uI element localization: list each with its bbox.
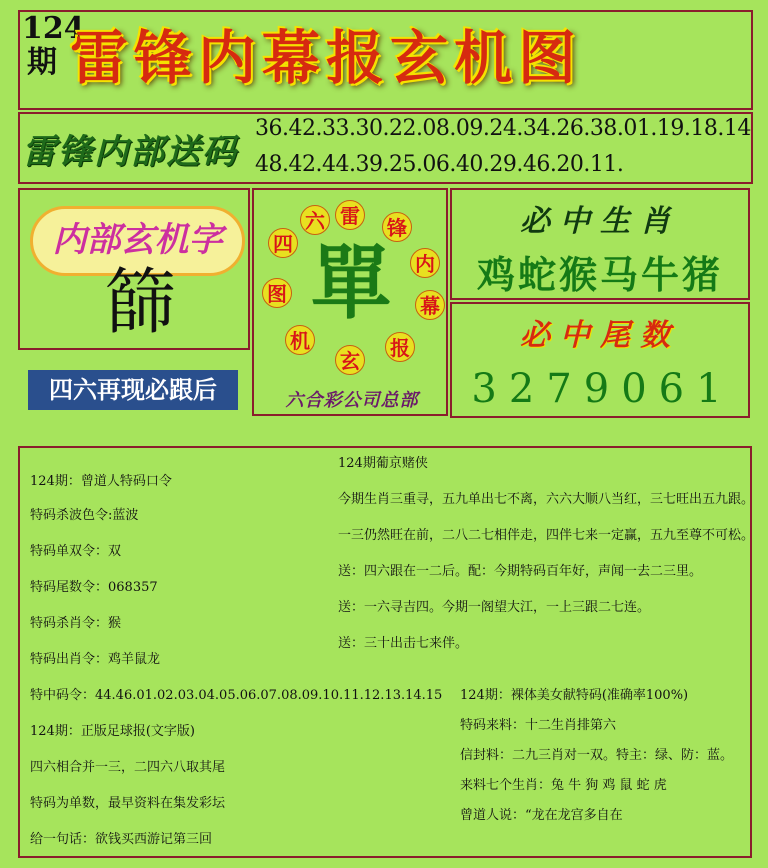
left-info-line: 特码尾数令：068357 — [30, 580, 158, 595]
page-title: 雷锋内幕报玄机图 — [70, 24, 583, 92]
bottom-right-line: 124期：裸体美女献特码(准确率100%) — [460, 688, 689, 703]
wheel-char-4: 报 — [385, 332, 415, 362]
bottom-right-line: 来料七个生肖：兔 牛 狗 鸡 鼠 蛇 虎 — [460, 778, 667, 793]
xuanji-label: 内部玄机字 — [30, 206, 245, 276]
wheel-char-8: 四 — [268, 228, 298, 258]
left-info-line: 特码为单数，最早资料在集发彩坛 — [30, 796, 226, 811]
inside-code-line-1: 36.42.33.30.22.08.09.24.34.26.38.01.19.18.14 — [255, 116, 751, 141]
right-info-line: 送：四六跟在一二后。配：今期特码百年好，声闻一去二三里。 — [338, 564, 703, 579]
wheel-char-9: 六 — [300, 205, 330, 235]
tail-title: 必中尾数 — [520, 318, 680, 353]
xuanji-char: 篩 — [103, 260, 176, 344]
left-info-line: 特中码令：44.46.01.02.03.04.05.06.07.08.09.10.11.12.13.14.15 — [30, 688, 443, 703]
tail-value: 3279061 — [471, 366, 734, 412]
company-label: 六合彩公司总部 — [285, 390, 419, 411]
left-info-line: 特码单双令：双 — [30, 544, 122, 559]
left-info-line: 四六相合并一三，二四六八取其尾 — [30, 760, 226, 775]
right-info-line: 124期葡京赌侠 — [338, 456, 428, 471]
wheel-char-5: 玄 — [335, 345, 365, 375]
issue-number: 124期 — [22, 11, 85, 80]
right-info-line: 一三仍然旺在前，二八二七相伴走，四伴七来一定赢，五九至尊不可松。 — [338, 528, 755, 543]
inside-code-line-2: 48.42.44.39.25.06.40.29.46.20.11. — [255, 152, 624, 177]
zodiac-title: 必中生肖 — [520, 204, 680, 239]
bottom-right-line: 曾道人说：“龙在龙宫多自在 — [460, 808, 623, 823]
bottom-right-line: 特码来料：十二生肖排第六 — [460, 718, 617, 733]
zodiac-value: 鸡蛇猴马牛猪 — [476, 252, 723, 297]
wheel-char-7: 图 — [262, 278, 292, 308]
left-info-line: 特码杀波色令:蓝波 — [30, 508, 139, 523]
right-info-line: 今期生肖三重寻，五九单出七不离，六六大顺八当红，三七旺出五九跟。 — [338, 492, 755, 507]
bottom-right-line: 信封料：二九三肖对一双。特主：绿、防：蓝。 — [460, 748, 734, 763]
wheel-char-2: 内 — [410, 248, 440, 278]
right-info-line: 送：三十出击七来伴。 — [338, 636, 469, 651]
left-info-line: 特码杀肖令：猴 — [30, 616, 122, 631]
slogan-banner: 四六再现必跟后 — [28, 370, 238, 410]
wheel-char-0: 雷 — [335, 200, 365, 230]
wheel-center-char: 單 — [311, 236, 391, 330]
wheel-char-6: 机 — [285, 325, 315, 355]
wheel-char-3: 幕 — [415, 290, 445, 320]
inside-code-title: 雷锋内部送码 — [22, 132, 238, 172]
left-info-line: 124期：正版足球报(文字版) — [30, 724, 195, 739]
left-info-line: 特码出肖令：鸡羊鼠龙 — [30, 652, 161, 667]
left-info-line: 给一句话：欲钱买西游记第三回 — [30, 832, 213, 847]
wheel-char-1: 锋 — [382, 212, 412, 242]
right-info-line: 送：一六寻吉四。今期一阁望大江，一上三跟二七连。 — [338, 600, 651, 615]
left-info-line: 124期：曾道人特码口令 — [30, 474, 172, 489]
